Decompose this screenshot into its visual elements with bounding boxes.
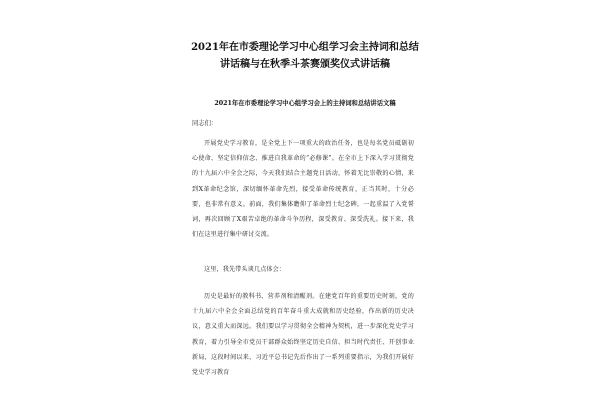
- body-paragraph-3: 历史是最好的教科书、营养剂和清醒剂。在建党百年的重要历史时刻，党的十九届六中全会全面总结党的百年奋斗重大成就和历史经验，作出新的历史决议，意义重大而深远。我们要以学习贯彻全会精神为契机，进一步深化党史学习教育，着力引导全市党员干部群众始终坚定历史自信、担当时代责任、开创事业新局，这段时间以来，习近平总书记先后作出了一系列重要指示，为我们开展好党史学习教育: [192, 293, 414, 377]
- section-subtitle: 2021年在市委理论学习中心组学习会上的主持词和总结讲话文稿: [214, 100, 396, 107]
- document-title-line-1: 2021年在市委理论学习中心组学习会主持词和总结: [191, 42, 419, 53]
- body-paragraph-1: 开展党史学习教育，是全党上下一项重大的政治任务，也是每名党员砥砺初心使命、坚定信仰信念、推进自我革命的“必修课”。在全市上下深入学习贯彻党的十九届六中全会之际，今天我们结合主题党日活动，怀着无比崇敬的心情，来到X革命纪念馆，深切缅怀革命先烈，接受革命传统教育，正当其时，十分必要，也非常有意义。前面，我们集体瞻仰了革命烈士纪念碑，一起重温了入党誓词，再次回顾了X艰苦卓绝的革命斗争历程，深受教育、深受洗礼。接下来，我们在这里进行集中研讨交流。: [192, 140, 414, 239]
- document-title-line-2: 讲话稿与在秋季斗茶赛颁奖仪式讲话稿: [220, 59, 390, 70]
- body-paragraph-2: 这里，我先带头谈几点体会：: [204, 266, 286, 273]
- salutation: 同志们：: [192, 120, 218, 127]
